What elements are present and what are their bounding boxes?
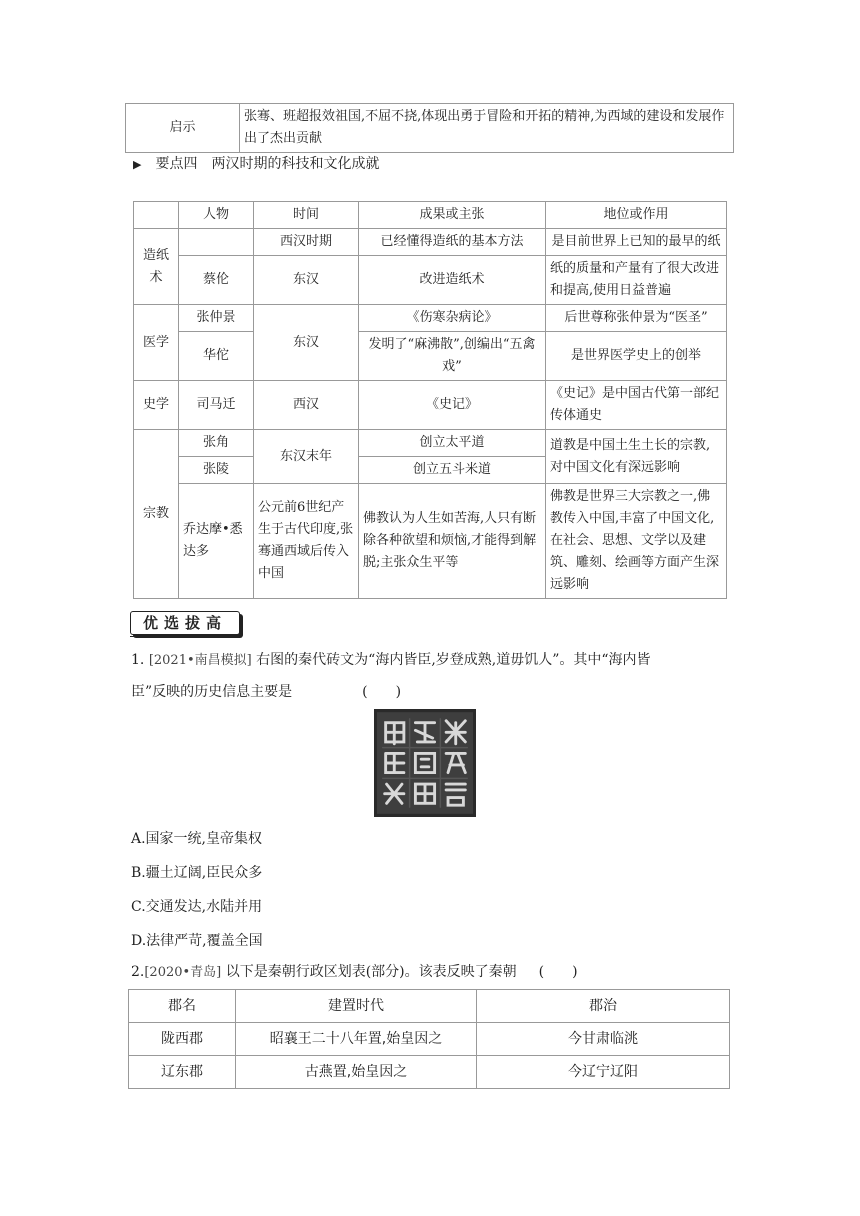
header-cell bbox=[134, 202, 179, 229]
question-tag: [2021•南昌模拟] bbox=[148, 653, 252, 668]
option-a: A.国家一统,皇帝集权 bbox=[131, 831, 263, 847]
table-row bbox=[129, 1056, 730, 1089]
option-b: B.疆土辽阔,臣民众多 bbox=[131, 865, 263, 881]
header-cell: 郡治 bbox=[477, 990, 730, 1023]
question-number: 1. bbox=[131, 652, 145, 668]
result-cell: 发明了“麻沸散”,创编出“五禽戏” bbox=[359, 332, 546, 381]
section-title: 两汉时期的科技和文化成就 bbox=[211, 156, 380, 172]
table-cell: 今辽宁辽阳 bbox=[477, 1056, 730, 1089]
person-cell bbox=[179, 229, 254, 256]
person-cell: 乔达摩•悉达多 bbox=[179, 484, 254, 599]
question-1-line-2 bbox=[131, 677, 401, 707]
table-row bbox=[134, 332, 727, 381]
table-row bbox=[134, 256, 727, 305]
badge-underline bbox=[130, 636, 241, 637]
category-cell: 造纸术 bbox=[134, 229, 179, 305]
category-cell: 宗教 bbox=[134, 430, 179, 599]
seal-glyphs bbox=[377, 712, 473, 814]
person-cell: 张角 bbox=[179, 430, 254, 457]
role-cell: 《史记》是中国古代第一部纪传体通史 bbox=[546, 381, 727, 430]
person-cell: 华佗 bbox=[179, 332, 254, 381]
section-heading bbox=[133, 152, 379, 177]
answer-paren: ( ) bbox=[362, 684, 402, 700]
section-badge: 优选拔高 bbox=[130, 611, 240, 635]
option-c: C.交通发达,水陆并用 bbox=[131, 899, 263, 915]
table-row bbox=[134, 229, 727, 256]
header-cell: 地位或作用 bbox=[546, 202, 727, 229]
question-text: 以下是秦朝行政区划表(部分)。该表反映了秦朝 bbox=[225, 964, 517, 980]
table-row bbox=[134, 305, 727, 332]
time-cell: 西汉 bbox=[254, 381, 359, 430]
table-row bbox=[134, 484, 727, 599]
result-cell: 《史记》 bbox=[359, 381, 546, 430]
qin-brick-seal-image bbox=[374, 709, 476, 817]
question-2-line bbox=[131, 957, 578, 988]
result-cell: 创立五斗米道 bbox=[359, 457, 546, 484]
category-cell: 医学 bbox=[134, 305, 179, 381]
header-cell: 人物 bbox=[179, 202, 254, 229]
achievements-table bbox=[133, 201, 727, 599]
role-cell: 道教是中国土生土长的宗教,对中国文化有深远影响 bbox=[546, 430, 727, 484]
question-1-line-1 bbox=[131, 645, 651, 676]
section-point: 要点四 bbox=[155, 156, 198, 172]
table-header-row bbox=[134, 202, 727, 229]
table-header-row bbox=[129, 990, 730, 1023]
category-cell: 史学 bbox=[134, 381, 179, 430]
top-table bbox=[125, 103, 734, 153]
result-cell: 创立太平道 bbox=[359, 430, 546, 457]
role-cell: 是世界医学史上的创举 bbox=[546, 332, 727, 381]
time-cell: 东汉 bbox=[254, 256, 359, 305]
table-cell: 昭襄王二十八年置,始皇因之 bbox=[236, 1023, 477, 1056]
role-cell: 佛教是世界三大宗教之一,佛教传入中国,丰富了中国文化,在社会、思想、文学以及建筑、雕刻、绘画等方面产生深远影响 bbox=[546, 484, 727, 599]
header-cell: 成果或主张 bbox=[359, 202, 546, 229]
role-cell: 纸的质量和产量有了很大改进和提高,使用日益普遍 bbox=[546, 256, 727, 305]
time-cell: 东汉末年 bbox=[254, 430, 359, 484]
table-cell: 辽东郡 bbox=[129, 1056, 236, 1089]
header-cell: 建置时代 bbox=[236, 990, 477, 1023]
header-cell: 时间 bbox=[254, 202, 359, 229]
qin-admin-table bbox=[128, 989, 730, 1089]
option-d: D.法律严苛,覆盖全国 bbox=[131, 933, 263, 949]
header-cell: 郡名 bbox=[129, 990, 236, 1023]
person-cell: 张陵 bbox=[179, 457, 254, 484]
time-cell: 东汉 bbox=[254, 305, 359, 381]
result-cell: 改进造纸术 bbox=[359, 256, 546, 305]
top-table-label: 启示 bbox=[126, 104, 240, 153]
table-row bbox=[134, 430, 727, 457]
table-row bbox=[129, 1023, 730, 1056]
table-cell: 今甘肃临洮 bbox=[477, 1023, 730, 1056]
result-cell: 《伤寒杂病论》 bbox=[359, 305, 546, 332]
table-cell: 陇西郡 bbox=[129, 1023, 236, 1056]
table-row bbox=[134, 381, 727, 430]
person-cell: 司马迁 bbox=[179, 381, 254, 430]
triangle-icon: ▶ bbox=[133, 158, 142, 171]
role-cell: 后世尊称张仲景为“医圣” bbox=[546, 305, 727, 332]
question-text: 右图的秦代砖文为“海内皆臣,岁登成熟,道毋饥人”。其中“海内皆 bbox=[256, 652, 651, 668]
time-cell: 公元前6世纪产生于古代印度,张骞通西域后传入中国 bbox=[254, 484, 359, 599]
question-number: 2. bbox=[131, 964, 145, 980]
role-cell: 是目前世界上已知的最早的纸 bbox=[546, 229, 727, 256]
question-text: 臣”反映的历史信息主要是 bbox=[131, 684, 293, 700]
result-cell: 佛教认为人生如苦海,人只有断除各种欲望和烦恼,才能得到解脱;主张众生平等 bbox=[359, 484, 546, 599]
person-cell: 张仲景 bbox=[179, 305, 254, 332]
person-cell: 蔡伦 bbox=[179, 256, 254, 305]
question-tag: [2020•青岛] bbox=[144, 965, 222, 980]
result-cell: 已经懂得造纸的基本方法 bbox=[359, 229, 546, 256]
top-table-text: 张骞、班超报效祖国,不屈不挠,体现出勇于冒险和开拓的精神,为西域的建设和发展作出了杰出贡献 bbox=[240, 104, 734, 153]
table-cell: 古燕置,始皇因之 bbox=[236, 1056, 477, 1089]
time-cell: 西汉时期 bbox=[254, 229, 359, 256]
answer-paren: ( ) bbox=[538, 964, 578, 980]
table-row bbox=[126, 104, 734, 153]
